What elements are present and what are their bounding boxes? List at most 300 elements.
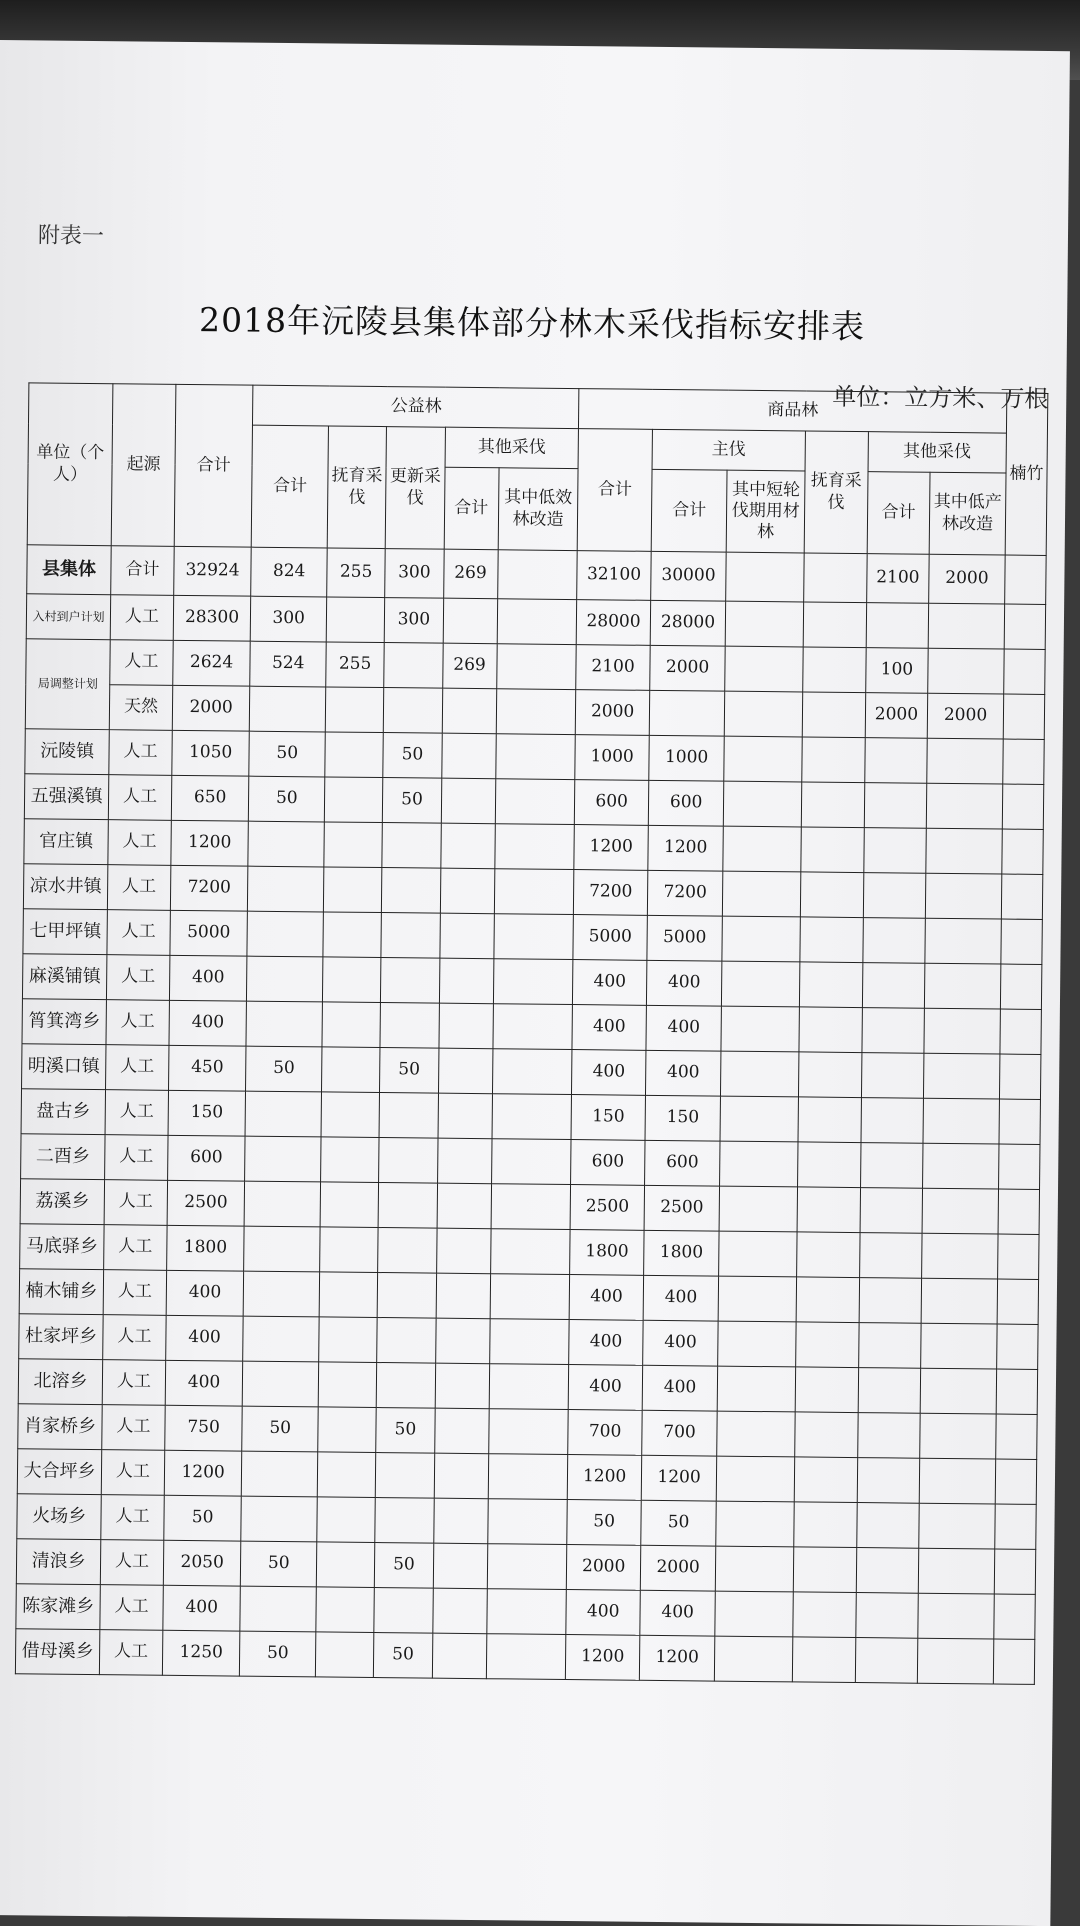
cell-main-total: 7200: [647, 870, 723, 916]
cell-unit: 明溪口镇: [22, 1044, 107, 1090]
cell-pub-other-total: [435, 1318, 489, 1364]
cell-bamboo: [1004, 604, 1046, 649]
cell-com-low: [925, 963, 1001, 1009]
cell-pub-renew: [375, 1498, 434, 1544]
cell-main-total: 1200: [648, 825, 724, 871]
header-total: 合计: [174, 384, 253, 547]
cell-pub-total: 50: [249, 776, 325, 822]
header-main-harvest: 主伐: [652, 429, 806, 471]
cell-short-rot: [719, 1231, 797, 1277]
cell-com-tend: [799, 1007, 862, 1053]
cell-pub-tend: [321, 1137, 380, 1183]
cell-pub-other-total: 269: [442, 643, 496, 689]
cell-pub-other-total: [433, 1543, 487, 1589]
cell-pub-tend: [321, 1092, 380, 1138]
cell-main-total: 600: [648, 780, 724, 826]
cell-origin: 人工: [105, 1135, 168, 1181]
cell-pub-total: 50: [246, 1046, 322, 1092]
cell-com-total: 150: [571, 1095, 645, 1141]
cell-short-rot: [720, 1096, 798, 1142]
cell-total: 5000: [170, 910, 248, 956]
cell-bamboo: [1003, 694, 1045, 739]
cell-total: 32924: [173, 546, 251, 596]
cell-unit: 二酉乡: [21, 1134, 106, 1180]
cell-pub-low: [496, 644, 576, 690]
cell-com-other-total: [858, 1368, 921, 1414]
cell-pub-tend: 255: [327, 548, 386, 598]
cell-bamboo: [997, 1279, 1039, 1324]
cell-com-other-total: [856, 1503, 919, 1549]
cell-origin: 人工: [108, 865, 171, 911]
cell-unit: 局调整计划: [25, 639, 110, 730]
cell-pub-renew: 50: [383, 733, 442, 779]
cell-com-other-total: 2100: [866, 554, 929, 604]
cell-pub-total: [247, 956, 323, 1002]
header-short-rotation: 其中短轮伐期用材林: [727, 470, 806, 553]
cell-total: 2500: [167, 1180, 245, 1226]
cell-com-low: [925, 918, 1001, 964]
cell-com-total: 600: [571, 1140, 645, 1186]
cell-com-total: 1200: [568, 1455, 642, 1501]
cell-main-total: 600: [644, 1140, 720, 1186]
cell-com-total: 400: [569, 1365, 643, 1411]
cell-pub-low: [494, 869, 574, 915]
cell-com-low: [928, 603, 1004, 649]
cell-com-other-total: [863, 873, 926, 919]
cell-unit: 入村到户计划: [26, 594, 111, 640]
cell-total: 750: [165, 1405, 243, 1451]
cell-pub-renew: [382, 868, 441, 914]
cell-pub-low: [486, 1589, 566, 1635]
cell-origin: 人工: [101, 1540, 164, 1586]
cell-com-total: 1000: [575, 735, 649, 781]
cell-short-rot: [718, 1366, 796, 1412]
cell-unit: 楠木铺乡: [19, 1269, 104, 1315]
cell-bamboo: [998, 1189, 1040, 1234]
cell-com-other-total: 100: [865, 648, 928, 694]
cell-pub-other-total: [433, 1498, 487, 1544]
cell-total: 600: [167, 1135, 245, 1181]
cell-com-other-total: [862, 963, 925, 1009]
cell-com-tend: [803, 602, 866, 648]
cell-pub-other-total: [438, 1048, 492, 1094]
cell-pub-other-total: [442, 688, 496, 734]
cell-short-rot: [716, 1546, 794, 1592]
cell-com-low: [919, 1458, 995, 1504]
cell-com-other-total: [864, 738, 927, 784]
cell-com-tend: [802, 737, 865, 783]
cell-pub-total: [248, 821, 324, 867]
cell-pub-tend: [324, 822, 383, 868]
cell-origin: 人工: [104, 1225, 167, 1271]
cell-origin: 人工: [100, 1585, 163, 1631]
cell-pub-other-total: 269: [443, 549, 497, 599]
cell-pub-total: 524: [250, 641, 326, 687]
cell-com-tend: [799, 1052, 862, 1098]
cell-unit: 北溶乡: [18, 1359, 103, 1405]
header-commercial-other-total: 合计: [867, 472, 930, 555]
cell-pub-total: 300: [251, 596, 327, 642]
cell-com-total: 600: [575, 780, 649, 826]
cell-com-total: 400: [572, 1005, 646, 1051]
cell-unit: 筲箕湾乡: [22, 999, 107, 1045]
cell-com-total: 1200: [574, 825, 648, 871]
cell-total: 1800: [166, 1225, 244, 1271]
cell-pub-renew: 50: [383, 778, 442, 824]
cell-pub-other-total: [437, 1183, 491, 1229]
cell-total: 400: [163, 1585, 241, 1631]
cell-bamboo: [993, 1639, 1035, 1684]
cell-main-total: 400: [646, 1005, 722, 1051]
header-public-other-harvest: 其他采伐: [445, 427, 579, 468]
cell-bamboo: [1002, 829, 1044, 874]
cell-short-rot: [723, 826, 801, 872]
cell-com-total: 7200: [574, 870, 648, 916]
cell-com-tend: [801, 827, 864, 873]
cell-com-low: 2000: [928, 693, 1004, 739]
cell-origin: 人工: [107, 910, 170, 956]
cell-com-tend: [797, 1187, 860, 1233]
cell-bamboo: [995, 1504, 1037, 1549]
cell-pub-tend: [319, 1272, 378, 1318]
cell-main-total: 1200: [641, 1455, 717, 1501]
cell-pub-total: 824: [251, 547, 327, 597]
cell-bamboo: [1000, 964, 1042, 1009]
cell-com-tend: [800, 917, 863, 963]
cell-unit: 杜家坪乡: [19, 1314, 104, 1360]
harvest-quota-table: [15, 382, 1048, 1685]
cell-main-total: 400: [642, 1365, 718, 1411]
cell-pub-renew: [384, 643, 443, 689]
table-row: [15, 1629, 1034, 1685]
cell-pub-low: [490, 1274, 570, 1320]
cell-com-total: 400: [566, 1590, 640, 1636]
cell-com-tend: [804, 553, 867, 603]
cell-pub-other-total: [436, 1273, 490, 1319]
cell-com-low: [921, 1278, 997, 1324]
cell-main-total: 400: [646, 960, 722, 1006]
cell-pub-renew: [376, 1453, 435, 1499]
cell-bamboo: [995, 1459, 1037, 1504]
cell-origin: 人工: [103, 1315, 166, 1361]
cell-com-other-total: [860, 1188, 923, 1234]
cell-origin: 人工: [103, 1270, 166, 1316]
cell-pub-total: [240, 1586, 316, 1632]
cell-total: 1250: [162, 1630, 240, 1676]
cell-short-rot: [720, 1141, 798, 1187]
cell-pub-total: [243, 1361, 319, 1407]
cell-com-tend: [801, 782, 864, 828]
cell-pub-low: [492, 1004, 572, 1050]
cell-bamboo: [1001, 919, 1043, 964]
cell-short-rot: [715, 1636, 793, 1682]
cell-main-total: 700: [642, 1410, 718, 1456]
cell-unit: 凉水井镇: [23, 864, 108, 910]
cell-main-total: 2500: [644, 1185, 720, 1231]
cell-main-total: 400: [640, 1590, 716, 1636]
cell-pub-tend: [326, 597, 385, 643]
cell-unit: 荔溪乡: [20, 1179, 105, 1225]
cell-pub-low: [496, 689, 576, 735]
cell-com-low: [924, 1053, 1000, 1099]
cell-total: 400: [166, 1270, 244, 1316]
cell-com-tend: [798, 1097, 861, 1143]
cell-pub-low: [487, 1499, 567, 1545]
cell-com-other-total: [861, 1053, 924, 1099]
cell-total: 1200: [171, 820, 249, 866]
cell-main-total: 30000: [650, 551, 726, 601]
cell-unit: 五强溪镇: [24, 774, 109, 820]
cell-total: 7200: [170, 865, 248, 911]
cell-pub-renew: 50: [380, 1048, 439, 1094]
cell-pub-renew: [382, 823, 441, 869]
cell-com-other-total: [860, 1143, 923, 1189]
cell-com-total: 2100: [576, 645, 650, 691]
cell-pub-low: [489, 1319, 569, 1365]
cell-com-tend: [794, 1502, 857, 1548]
cell-bamboo: [1004, 649, 1046, 694]
cell-pub-tend: [316, 1542, 375, 1588]
cell-com-other-total: [856, 1548, 919, 1594]
cell-pub-total: [244, 1226, 320, 1272]
cell-com-tend: [796, 1322, 859, 1368]
cell-pub-renew: [379, 1093, 438, 1139]
cell-com-total: 1200: [566, 1635, 640, 1681]
cell-pub-total: [247, 911, 323, 957]
cell-com-other-total: [866, 603, 929, 649]
cell-pub-tend: [325, 732, 384, 778]
cell-com-low: [923, 1143, 999, 1189]
cell-short-rot: [722, 916, 800, 962]
cell-short-rot: [716, 1501, 794, 1547]
cell-unit: 沅陵镇: [25, 729, 110, 775]
cell-short-rot: [721, 1051, 799, 1097]
cell-unit: 官庄镇: [24, 819, 109, 865]
cell-com-tend: [795, 1367, 858, 1413]
cell-com-low: [924, 1008, 1000, 1054]
cell-total: 2000: [172, 685, 250, 731]
cell-pub-other-total: [439, 958, 493, 1004]
cell-pub-low: [490, 1229, 570, 1275]
cell-origin: 人工: [101, 1495, 164, 1541]
cell-pub-renew: 50: [375, 1543, 434, 1589]
cell-short-rot: [725, 646, 803, 692]
cell-total: 150: [168, 1090, 246, 1136]
cell-pub-other-total: [438, 1093, 492, 1139]
cell-pub-low: [497, 599, 577, 645]
cell-com-total: 50: [567, 1500, 641, 1546]
cell-pub-low: [493, 959, 573, 1005]
cell-unit: 七甲坪镇: [23, 909, 108, 955]
cell-com-other-total: [857, 1458, 920, 1504]
cell-pub-total: 50: [241, 1541, 317, 1587]
header-commercial-forest: 商品林: [579, 389, 1007, 433]
cell-com-total: 1800: [570, 1230, 644, 1276]
cell-com-total: 400: [569, 1320, 643, 1366]
header-origin: 起源: [111, 384, 175, 547]
appendix-label: 附表一: [37, 223, 105, 250]
cell-origin: 人工: [110, 640, 173, 686]
cell-total: 400: [169, 955, 247, 1001]
cell-unit: 清浪乡: [16, 1539, 101, 1585]
cell-pub-total: [250, 686, 326, 732]
cell-pub-low: [493, 914, 573, 960]
cell-total: 1050: [172, 730, 250, 776]
cell-pub-tend: [320, 1227, 379, 1273]
cell-com-other-total: [855, 1638, 918, 1684]
cell-total: 1200: [164, 1450, 242, 1496]
cell-main-total: 400: [642, 1320, 718, 1366]
cell-origin: 人工: [102, 1360, 165, 1406]
cell-short-rot: [723, 871, 801, 917]
cell-com-other-total: [859, 1278, 922, 1324]
cell-short-rot: [718, 1276, 796, 1322]
cell-main-total: 1800: [643, 1230, 719, 1276]
cell-pub-total: [246, 1091, 322, 1137]
cell-com-other-total: [859, 1233, 922, 1279]
cell-main-total: 1000: [649, 735, 725, 781]
cell-pub-low: [497, 550, 577, 600]
cell-pub-renew: [377, 1318, 436, 1364]
header-commercial-other-harvest: 其他采伐: [868, 432, 1007, 473]
cell-pub-low: [488, 1409, 568, 1455]
cell-pub-renew: [384, 688, 443, 734]
header-public-renewal: 更新采伐: [385, 427, 445, 550]
cell-bamboo: [996, 1369, 1038, 1414]
cell-com-low: [918, 1593, 994, 1639]
cell-com-low: [922, 1188, 998, 1234]
cell-com-tend: [793, 1592, 856, 1638]
cell-pub-tend: [318, 1362, 377, 1408]
cell-pub-low: [492, 1094, 572, 1140]
cell-pub-other-total: [436, 1228, 490, 1274]
cell-com-other-total: [855, 1593, 918, 1639]
cell-pub-total: [243, 1316, 319, 1362]
cell-com-total: 28000: [577, 600, 651, 646]
cell-com-tend: [795, 1412, 858, 1458]
cell-short-rot: [724, 781, 802, 827]
cell-main-total: [649, 690, 725, 736]
cell-pub-other-total: [441, 733, 495, 779]
cell-com-other-total: [864, 783, 927, 829]
cell-pub-tend: [322, 957, 381, 1003]
cell-pub-other-total: [439, 1003, 493, 1049]
cell-com-other-total: [861, 1098, 924, 1144]
cell-pub-low: [495, 734, 575, 780]
cell-origin: 人工: [104, 1180, 167, 1226]
cell-com-low: [923, 1098, 999, 1144]
cell-bamboo: [998, 1144, 1040, 1189]
cell-com-low: [926, 828, 1002, 874]
cell-pub-low: [492, 1049, 572, 1095]
cell-origin: 天然: [109, 685, 172, 731]
cell-pub-tend: [324, 777, 383, 823]
cell-com-other-total: [858, 1323, 921, 1369]
cell-pub-other-total: [434, 1408, 488, 1454]
cell-com-low: [920, 1413, 996, 1459]
header-commercial-tending: 抚育采伐: [804, 431, 868, 554]
document-sheet: [0, 40, 1070, 1926]
cell-com-total: 700: [568, 1410, 642, 1456]
cell-pub-low: [488, 1454, 568, 1500]
cell-main-total: 400: [645, 1050, 721, 1096]
cell-total: 50: [164, 1495, 242, 1541]
cell-pub-renew: 50: [376, 1408, 435, 1454]
cell-pub-low: [486, 1634, 566, 1680]
cell-unit: 盘古乡: [21, 1089, 106, 1135]
cell-bamboo: [994, 1594, 1036, 1639]
cell-unit: 县集体: [27, 545, 112, 595]
cell-pub-tend: [322, 1002, 381, 1048]
cell-bamboo: [1002, 784, 1044, 829]
cell-main-total: 5000: [647, 915, 723, 961]
cell-pub-tend: [317, 1497, 376, 1543]
cell-main-total: 50: [641, 1500, 717, 1546]
cell-origin: 人工: [100, 1630, 163, 1676]
cell-com-other-total: 2000: [865, 693, 928, 739]
cell-pub-total: [244, 1271, 320, 1317]
cell-com-other-total: [862, 1008, 925, 1054]
cell-short-rot: [717, 1411, 795, 1457]
header-low-efficiency: 其中低效林改造: [498, 468, 579, 551]
cell-bamboo: [999, 1099, 1041, 1144]
header-low-production: 其中低产林改造: [929, 472, 1005, 555]
cell-total: 400: [165, 1315, 243, 1361]
header-unit: 单位（个人）: [27, 383, 113, 546]
cell-pub-tend: [325, 687, 384, 733]
cell-pub-total: 50: [242, 1406, 318, 1452]
cell-bamboo: [996, 1414, 1038, 1459]
cell-pub-renew: [380, 1003, 439, 1049]
cell-unit: 大合坪乡: [17, 1449, 102, 1495]
cell-short-rot: [715, 1591, 793, 1637]
cell-pub-other-total: [443, 598, 497, 644]
cell-com-low: [921, 1323, 997, 1369]
cell-com-total: 400: [572, 1050, 646, 1096]
cell-unit: 马底驿乡: [20, 1224, 105, 1270]
header-public-other-total: 合计: [444, 467, 499, 550]
cell-origin: 人工: [109, 775, 172, 821]
cell-bamboo: [1000, 1009, 1042, 1054]
header-public-tending: 抚育采伐: [327, 426, 387, 549]
cell-pub-total: [241, 1496, 317, 1542]
cell-bamboo: [994, 1549, 1036, 1594]
cell-short-rot: [718, 1321, 796, 1367]
cell-com-low: [919, 1548, 995, 1594]
cell-com-tend: [793, 1547, 856, 1593]
cell-unit: 陈家滩乡: [16, 1584, 101, 1630]
cell-origin: 人工: [107, 955, 170, 1001]
cell-bamboo: [1005, 555, 1047, 604]
cell-com-total: 2000: [576, 690, 650, 736]
cell-pub-renew: [378, 1183, 437, 1229]
cell-pub-tend: [322, 1047, 381, 1093]
header-commercial-total: 合计: [578, 429, 653, 552]
cell-pub-other-total: [434, 1453, 488, 1499]
cell-main-total: 28000: [650, 600, 726, 646]
cell-com-low: [922, 1233, 998, 1279]
cell-com-tend: [792, 1637, 855, 1683]
cell-pub-other-total: [440, 823, 494, 869]
cell-main-total: 2000: [650, 645, 726, 691]
cell-origin: 人工: [102, 1405, 165, 1451]
cell-total: 2624: [173, 640, 251, 686]
cell-short-rot: [725, 691, 803, 737]
cell-total: 450: [168, 1045, 246, 1091]
cell-pub-other-total: [432, 1633, 486, 1679]
cell-pub-other-total: [441, 778, 495, 824]
cell-pub-renew: [374, 1588, 433, 1634]
